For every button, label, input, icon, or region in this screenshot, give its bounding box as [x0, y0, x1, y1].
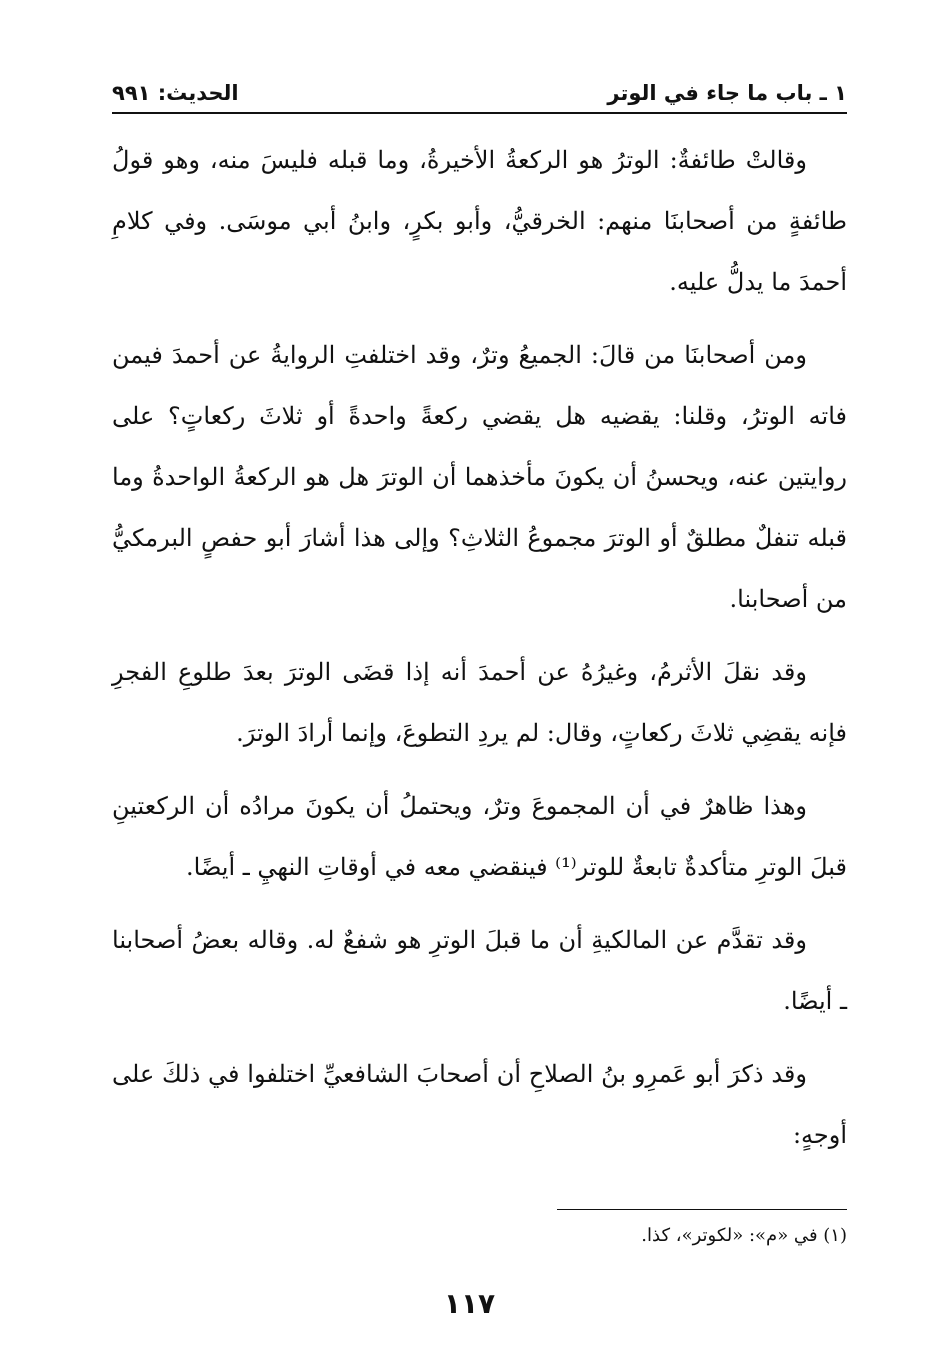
chapter-title: ١ ـ باب ما جاء في الوتر	[607, 81, 847, 105]
paragraph: وقد تقدَّم عن المالكيةِ أن ما قبلَ الوترِ هو شفعٌ له. وقاله بعضُ أصحابنا ـ أيضًا.	[112, 926, 847, 1015]
paragraph: وهذا ظاهرٌ في أن المجموعَ وترٌ، ويحتملُ أن يكونَ مرادُه أن الركعتينِ قبلَ الوترِ متأكدةٌ تابعةٌ للوتر⁽¹⁾ فينقضي معه في أوقاتِ النهيِ ـ أيضًا.	[112, 792, 847, 881]
footnote-divider	[557, 1209, 847, 1210]
running-header	[112, 76, 847, 110]
paragraph: وقد ذكرَ أبو عَمرِو بنُ الصلاحِ أن أصحابَ الشافعيِّ اختلفوا في ذلكَ على أوجهٍ:	[112, 1060, 847, 1149]
hadith-reference: الحديث: ٩٩١	[112, 81, 239, 105]
main-text	[112, 130, 847, 1178]
header-divider	[112, 112, 847, 114]
page-number: ١١٧	[443, 1287, 496, 1320]
paragraph: ومن أصحابنَا من قالَ: الجميعُ وترٌ، وقد اختلفتِ الروايةُ عن أحمدَ فيمن فاته الوترُ، وقلنا: يقضيه هل يقضي ركعةً واحدةً أو ثلاثَ ركعاتٍ؟ على روايتين عنه، ويحسنُ أن يكونَ مأخذهما أن الوترَ هل هو الركعةُ الواحدةُ وما قبله تنفلٌ مطلقٌ أو الوترَ مجموعُ الثلاثِ؟ وإلى هذا أشارَ أبو حفصٍ البرمكيُّ من أصحابنا.	[112, 341, 847, 613]
paragraph: وقد نقلَ الأثرمُ، وغيرُهُ عن أحمدَ أنه إذا قضَى الوترَ بعدَ طلوعِ الفجرِ فإنه يقضِي ثلاثَ ركعاتٍ، وقال: لم يردِ التطوعَ، وإنما أرادَ الوترَ.	[112, 658, 847, 747]
paragraph: وقالتْ طائفةٌ: الوترُ هو الركعةُ الأخيرةُ، وما قبله فليسَ منه، وهو قولُ طائفةٍ من أصحابنَا منهم: الخرقيُّ، وأبو بكرٍ، وابنُ أبي موسَى. وفي كلامِ أحمدَ ما يدلُّ عليه.	[112, 146, 847, 296]
footnote: (١) في «م»: «لكوتر»، كذا.	[641, 1225, 847, 1246]
